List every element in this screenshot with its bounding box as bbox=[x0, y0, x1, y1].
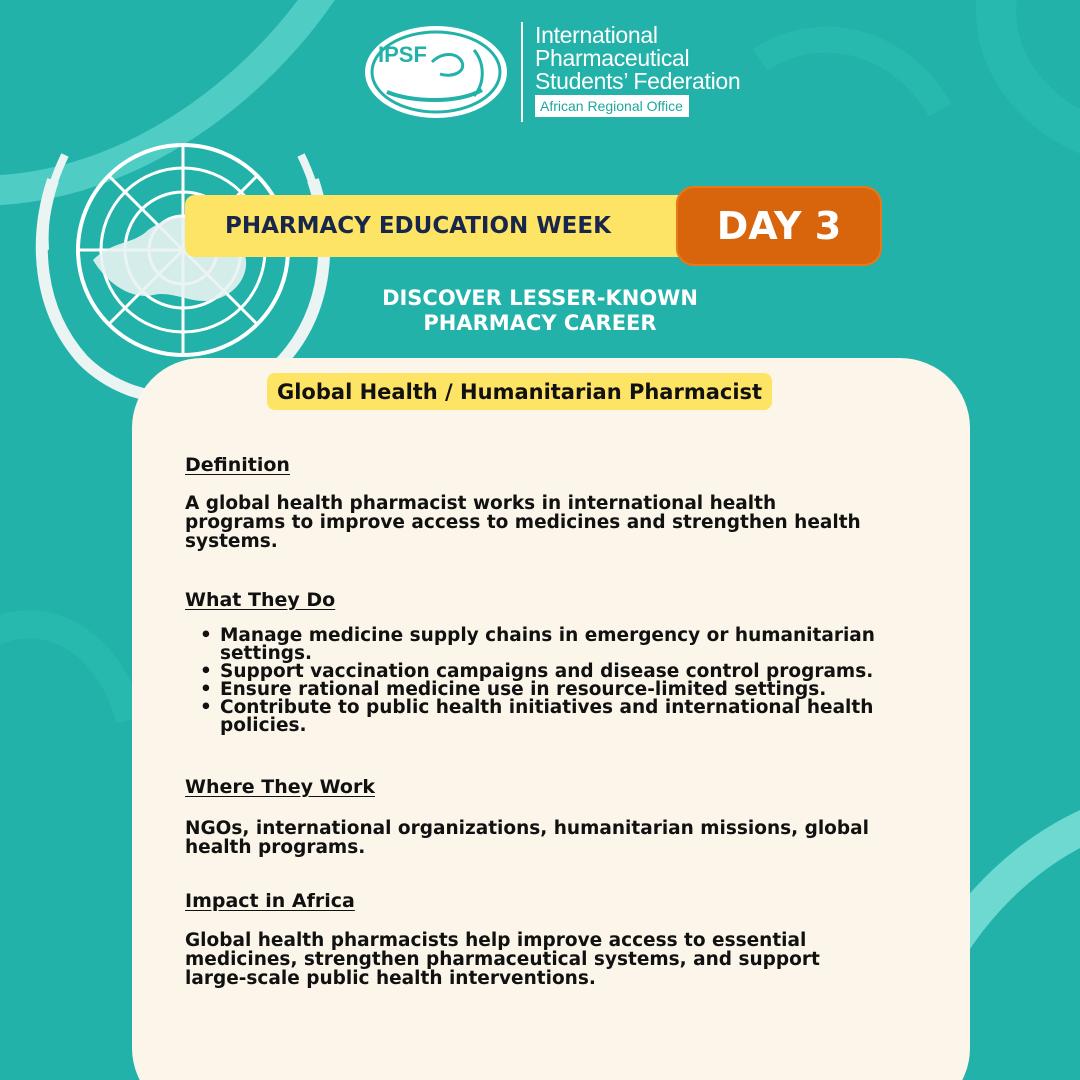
logo-divider bbox=[521, 22, 523, 122]
career-title: Global Health / Humanitarian Pharmacist bbox=[267, 373, 772, 410]
org-name-line-3: Students’ Federation bbox=[535, 68, 741, 94]
where-they-work-text: NGOs, international organizations, humanitarian missions, global health programs. bbox=[185, 818, 869, 858]
what-they-do-heading: What They Do bbox=[185, 589, 336, 611]
event-banner bbox=[185, 195, 705, 257]
regional-office-label: African Regional Office bbox=[535, 95, 689, 117]
list-item: • Ensure rational medicine use in resource-limited settings. bbox=[220, 681, 900, 699]
day-badge: DAY 3 bbox=[676, 186, 882, 266]
definition-heading: Definition bbox=[185, 454, 290, 476]
subtitle-line-2: PHARMACY CAREER bbox=[423, 311, 657, 335]
duties-list bbox=[220, 627, 900, 735]
list-item: • Support vaccination campaigns and disease control programs. bbox=[220, 663, 900, 681]
event-title: PHARMACY EDUCATION WEEK bbox=[225, 213, 611, 239]
org-name-line-1: International bbox=[535, 22, 658, 48]
list-item: • Manage medicine supply chains in emergency or humanitarian settings. bbox=[220, 627, 900, 663]
impact-heading: Impact in Africa bbox=[185, 890, 355, 912]
list-item: • Contribute to public health initiatives and international health policies. bbox=[220, 699, 900, 735]
org-name bbox=[535, 24, 740, 93]
subtitle-line-1: DISCOVER LESSER-KNOWN bbox=[382, 286, 698, 310]
where-they-work-heading: Where They Work bbox=[185, 776, 375, 798]
subtitle bbox=[300, 286, 780, 336]
ipsf-logo bbox=[362, 22, 741, 126]
svg-text:IPSF: IPSF bbox=[378, 42, 427, 67]
impact-text: Global health pharmacists help improve access to essential medicines, strengthen pharmaceutical systems, and support large-scale public health interventions. bbox=[185, 930, 820, 989]
definition-text: A global health pharmacist works in international health programs to improve access to medicines and strengthen health systems. bbox=[185, 493, 861, 552]
ipsf-logo-icon bbox=[362, 22, 512, 122]
org-name-line-2: Pharmaceutical bbox=[535, 45, 690, 71]
